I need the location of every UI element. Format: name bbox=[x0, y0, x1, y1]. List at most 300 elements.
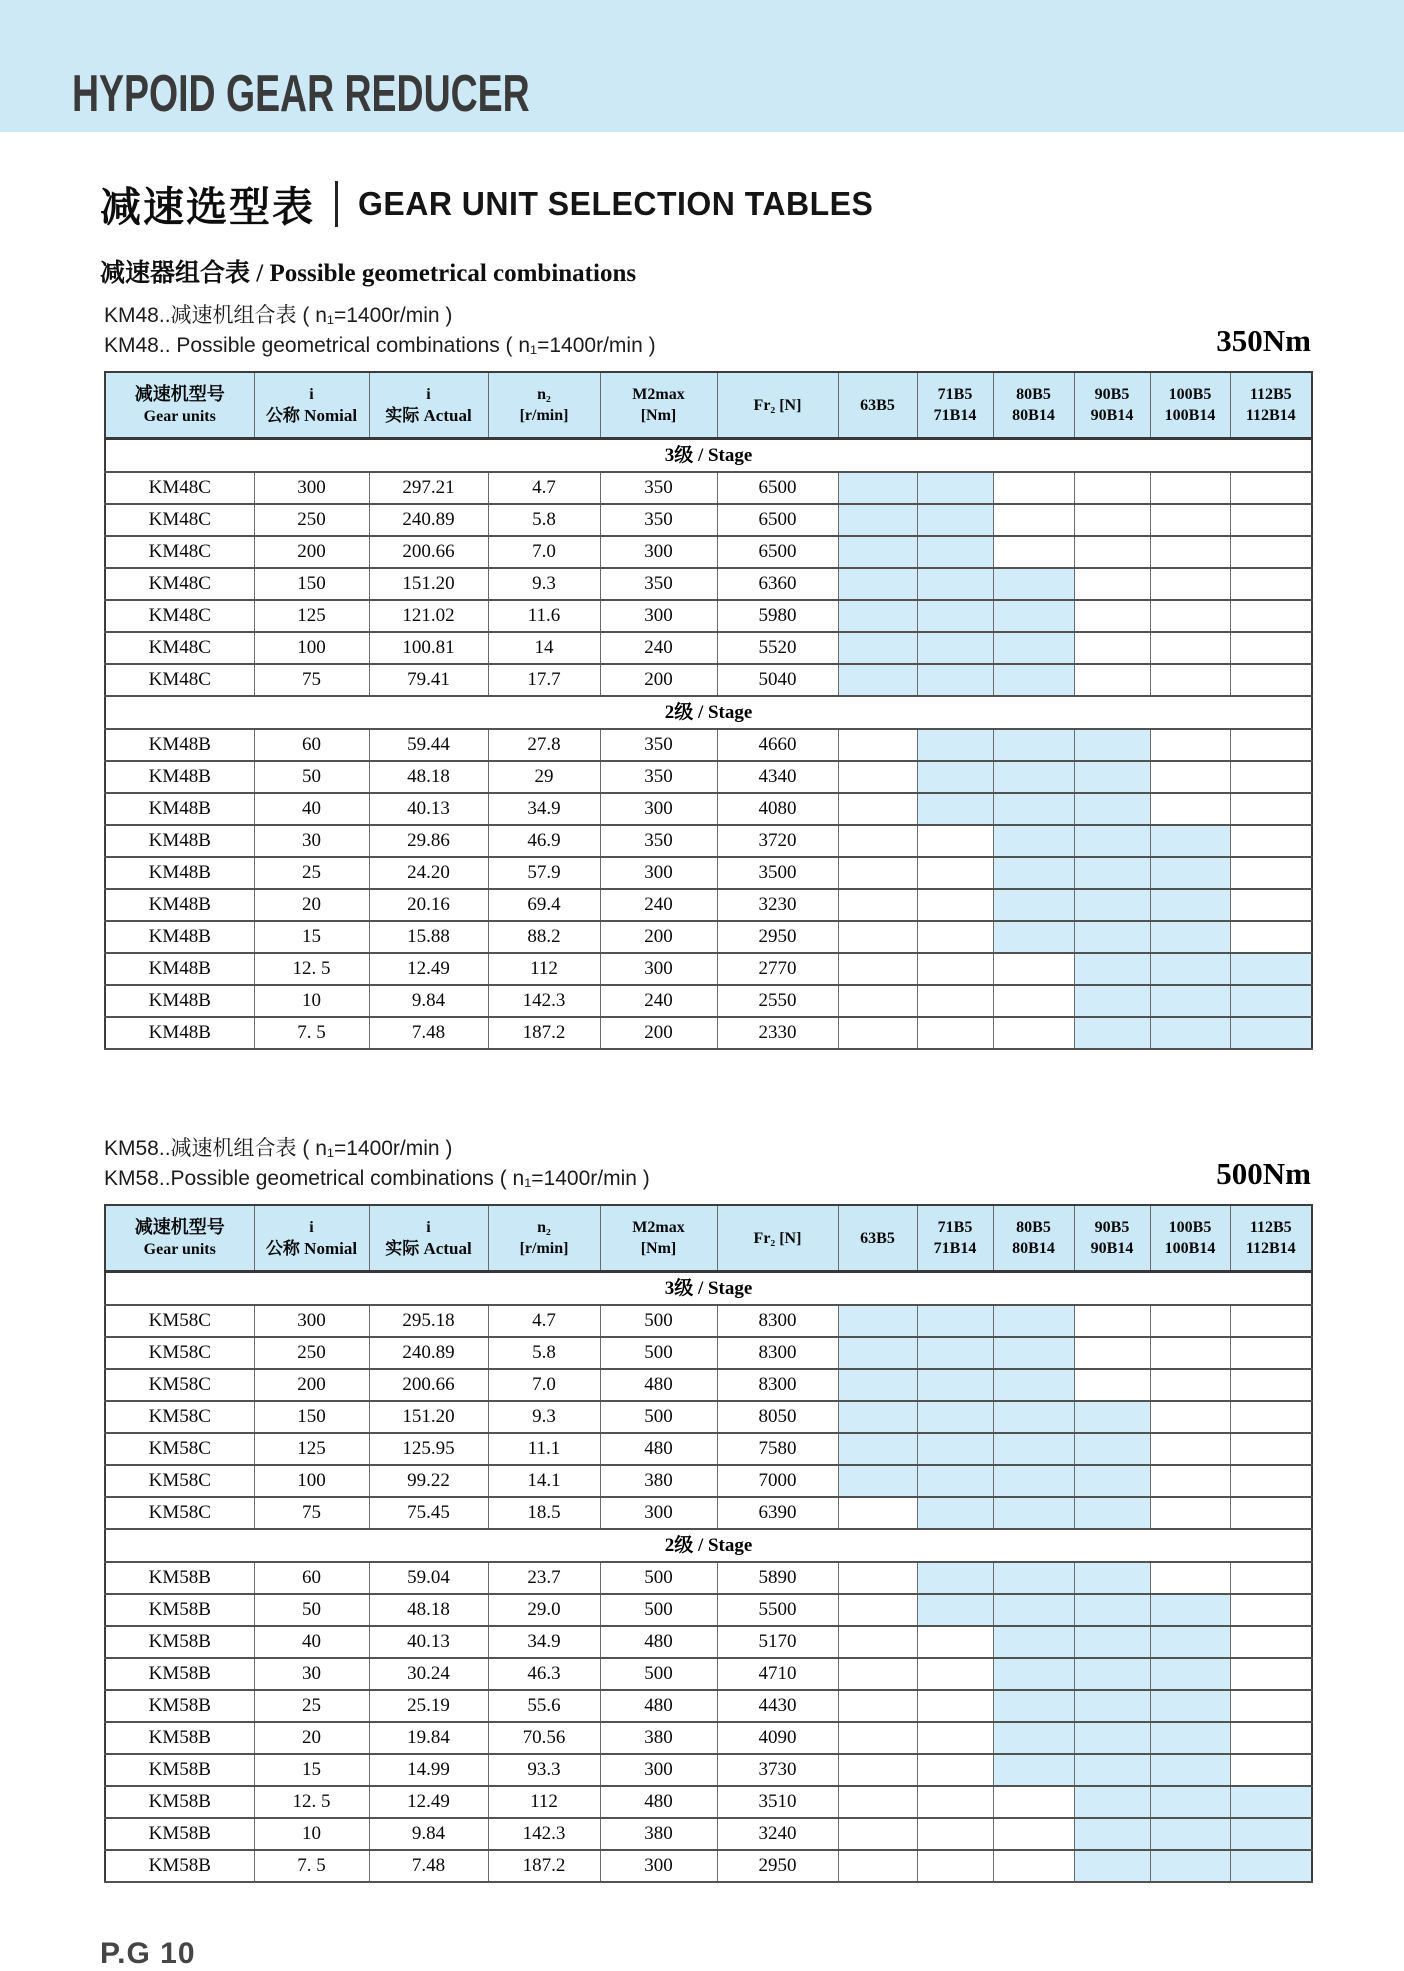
combination-cell-motor-80 bbox=[993, 1497, 1074, 1529]
header-line: Fr₂ [N] bbox=[753, 1229, 802, 1247]
cell-n2: 34.9 bbox=[488, 1626, 600, 1658]
cell-actual: 151.20 bbox=[369, 568, 488, 600]
combination-cell-motor-71 bbox=[917, 1562, 993, 1594]
col-header-motor-100 bbox=[1150, 1205, 1230, 1272]
stage-label-cell bbox=[105, 439, 1312, 473]
cell-nominal: 300 bbox=[254, 1305, 369, 1337]
table-head bbox=[105, 1205, 1312, 1272]
cell-m2max: 300 bbox=[600, 1850, 717, 1882]
cell-nominal: 250 bbox=[254, 504, 369, 536]
stage-label-cell bbox=[105, 1529, 1312, 1562]
cell-actual: 295.18 bbox=[369, 1305, 488, 1337]
combination-cell-motor-80 bbox=[993, 1754, 1074, 1786]
cell-nominal: 200 bbox=[254, 1369, 369, 1401]
combination-cell-motor-112 bbox=[1230, 1465, 1312, 1497]
combination-cell-motor-80 bbox=[993, 1305, 1074, 1337]
cell-m2max: 500 bbox=[600, 1562, 717, 1594]
cell-fr2: 6500 bbox=[717, 536, 838, 568]
cell-m2max: 350 bbox=[600, 761, 717, 793]
combination-cell-motor-63 bbox=[838, 1497, 917, 1529]
combination-cell-motor-112 bbox=[1230, 825, 1312, 857]
cell-n2: 7.0 bbox=[488, 1369, 600, 1401]
cell-nominal: 12. 5 bbox=[254, 953, 369, 985]
table-row bbox=[105, 664, 1312, 696]
cell-n2: 112 bbox=[488, 1786, 600, 1818]
cell-actual: 75.45 bbox=[369, 1497, 488, 1529]
header-line: n₂ bbox=[537, 386, 551, 403]
combination-cell-motor-90 bbox=[1074, 1305, 1150, 1337]
combination-cell-motor-100 bbox=[1150, 1786, 1230, 1818]
cell-n2: 112 bbox=[488, 953, 600, 985]
col-header-motor-71 bbox=[917, 372, 993, 439]
cell-n2: 11.1 bbox=[488, 1433, 600, 1465]
combination-cell-motor-90 bbox=[1074, 1433, 1150, 1465]
cell-nominal: 30 bbox=[254, 825, 369, 857]
combination-cell-motor-71 bbox=[917, 985, 993, 1017]
table-captions bbox=[104, 1134, 650, 1194]
cell-fr2: 7000 bbox=[717, 1465, 838, 1497]
col-header-m2max bbox=[600, 372, 717, 439]
combination-cell-motor-90 bbox=[1074, 729, 1150, 761]
cell-actual: 20.16 bbox=[369, 889, 488, 921]
header-line: 100B5 bbox=[1168, 1219, 1212, 1236]
cell-unit: KM58C bbox=[105, 1369, 254, 1401]
table-row bbox=[105, 568, 1312, 600]
cell-nominal: 25 bbox=[254, 857, 369, 889]
combination-cell-motor-90 bbox=[1074, 1497, 1150, 1529]
cell-unit: KM58C bbox=[105, 1337, 254, 1369]
combination-cell-motor-100 bbox=[1150, 761, 1230, 793]
cell-unit: KM58B bbox=[105, 1626, 254, 1658]
table-row bbox=[105, 632, 1312, 664]
cell-fr2: 4430 bbox=[717, 1690, 838, 1722]
table-caption-en: KM48.. Possible geometrical combinations ( n₁=1400r/min ) bbox=[104, 334, 656, 357]
combination-cell-motor-90 bbox=[1074, 921, 1150, 953]
header-line: n₂ bbox=[537, 1219, 551, 1236]
cell-actual: 19.84 bbox=[369, 1722, 488, 1754]
combination-cell-motor-80 bbox=[993, 729, 1074, 761]
table-row bbox=[105, 1594, 1312, 1626]
cell-fr2: 7580 bbox=[717, 1433, 838, 1465]
cell-unit: KM48B bbox=[105, 793, 254, 825]
combination-cell-motor-63 bbox=[838, 1690, 917, 1722]
combination-cell-motor-100 bbox=[1150, 664, 1230, 696]
cell-actual: 121.02 bbox=[369, 600, 488, 632]
cell-n2: 57.9 bbox=[488, 857, 600, 889]
cell-n2: 46.9 bbox=[488, 825, 600, 857]
combination-cell-motor-100 bbox=[1150, 600, 1230, 632]
cell-m2max: 240 bbox=[600, 632, 717, 664]
combination-cell-motor-112 bbox=[1230, 1337, 1312, 1369]
combination-cell-motor-80 bbox=[993, 1465, 1074, 1497]
combination-cell-motor-63 bbox=[838, 1626, 917, 1658]
cell-m2max: 300 bbox=[600, 793, 717, 825]
cell-unit: KM58C bbox=[105, 1497, 254, 1529]
combination-cell-motor-63 bbox=[838, 568, 917, 600]
cell-unit: KM58B bbox=[105, 1786, 254, 1818]
table-row bbox=[105, 953, 1312, 985]
cell-nominal: 60 bbox=[254, 729, 369, 761]
combination-cell-motor-112 bbox=[1230, 1626, 1312, 1658]
cell-m2max: 240 bbox=[600, 889, 717, 921]
cell-n2: 34.9 bbox=[488, 793, 600, 825]
combination-cell-motor-100 bbox=[1150, 1017, 1230, 1049]
col-header-motor-63 bbox=[838, 1205, 917, 1272]
table-row bbox=[105, 1754, 1312, 1786]
table-body bbox=[105, 1272, 1312, 1883]
combination-cell-motor-71 bbox=[917, 504, 993, 536]
cell-actual: 48.18 bbox=[369, 1594, 488, 1626]
cell-nominal: 150 bbox=[254, 1401, 369, 1433]
cell-unit: KM58B bbox=[105, 1754, 254, 1786]
table-row bbox=[105, 1369, 1312, 1401]
table-row bbox=[105, 1401, 1312, 1433]
combination-cell-motor-63 bbox=[838, 1337, 917, 1369]
combination-cell-motor-63 bbox=[838, 921, 917, 953]
combination-cell-motor-63 bbox=[838, 1305, 917, 1337]
combination-cell-motor-90 bbox=[1074, 825, 1150, 857]
cell-n2: 14.1 bbox=[488, 1465, 600, 1497]
table-row bbox=[105, 1850, 1312, 1882]
cell-nominal: 7. 5 bbox=[254, 1850, 369, 1882]
combination-cell-motor-71 bbox=[917, 1754, 993, 1786]
cell-m2max: 500 bbox=[600, 1401, 717, 1433]
cell-nominal: 30 bbox=[254, 1658, 369, 1690]
combination-cell-motor-90 bbox=[1074, 793, 1150, 825]
header-line: 90B5 bbox=[1094, 386, 1130, 403]
cell-actual: 9.84 bbox=[369, 985, 488, 1017]
combination-cell-motor-112 bbox=[1230, 632, 1312, 664]
table-caption-zh: KM48..减速机组合表 ( n₁=1400r/min ) bbox=[104, 304, 453, 327]
table-row bbox=[105, 729, 1312, 761]
table-head bbox=[105, 372, 1312, 439]
header-line: 公称 Nomial bbox=[265, 405, 358, 425]
combination-cell-motor-80 bbox=[993, 985, 1074, 1017]
combination-cell-motor-112 bbox=[1230, 1562, 1312, 1594]
cell-fr2: 4710 bbox=[717, 1658, 838, 1690]
cell-n2: 88.2 bbox=[488, 921, 600, 953]
page-title-en: GEAR UNIT SELECTION TABLES bbox=[358, 184, 874, 222]
cell-nominal: 40 bbox=[254, 1626, 369, 1658]
combination-cell-motor-100 bbox=[1150, 504, 1230, 536]
cell-unit: KM58B bbox=[105, 1562, 254, 1594]
combination-cell-motor-63 bbox=[838, 953, 917, 985]
combination-cell-motor-80 bbox=[993, 600, 1074, 632]
combination-cell-motor-80 bbox=[993, 953, 1074, 985]
combination-cell-motor-71 bbox=[917, 729, 993, 761]
cell-unit: KM58C bbox=[105, 1401, 254, 1433]
combination-cell-motor-63 bbox=[838, 1433, 917, 1465]
header-line: [Nm] bbox=[640, 407, 677, 424]
cell-unit: KM48B bbox=[105, 857, 254, 889]
combination-cell-motor-80 bbox=[993, 1369, 1074, 1401]
combination-cell-motor-80 bbox=[993, 1722, 1074, 1754]
table-row bbox=[105, 1017, 1312, 1049]
cell-nominal: 60 bbox=[254, 1562, 369, 1594]
table-row bbox=[105, 472, 1312, 504]
cell-m2max: 350 bbox=[600, 825, 717, 857]
combination-cell-motor-112 bbox=[1230, 600, 1312, 632]
col-header-m2max bbox=[600, 1205, 717, 1272]
combination-cell-motor-90 bbox=[1074, 600, 1150, 632]
col-header-ratio-actual bbox=[369, 1205, 488, 1272]
cell-unit: KM48B bbox=[105, 825, 254, 857]
combination-cell-motor-112 bbox=[1230, 1754, 1312, 1786]
combination-cell-motor-112 bbox=[1230, 1497, 1312, 1529]
cell-n2: 9.3 bbox=[488, 1401, 600, 1433]
combination-cell-motor-112 bbox=[1230, 889, 1312, 921]
col-header-fr2 bbox=[717, 372, 838, 439]
cell-unit: KM48C bbox=[105, 568, 254, 600]
stage-label-text: 2级 / Stage bbox=[664, 1535, 753, 1556]
stage-label-row bbox=[105, 1272, 1312, 1306]
cell-fr2: 3730 bbox=[717, 1754, 838, 1786]
combination-cell-motor-63 bbox=[838, 793, 917, 825]
header-line: M2max bbox=[632, 386, 685, 403]
cell-m2max: 350 bbox=[600, 568, 717, 600]
table-row bbox=[105, 1337, 1312, 1369]
cell-actual: 79.41 bbox=[369, 664, 488, 696]
combination-cell-motor-100 bbox=[1150, 889, 1230, 921]
table-captions bbox=[104, 301, 656, 361]
combination-cell-motor-112 bbox=[1230, 1786, 1312, 1818]
header-line: 100B14 bbox=[1164, 407, 1216, 424]
cell-nominal: 75 bbox=[254, 664, 369, 696]
stage-label-row bbox=[105, 1529, 1312, 1562]
combination-cell-motor-80 bbox=[993, 632, 1074, 664]
cell-n2: 4.7 bbox=[488, 472, 600, 504]
cell-n2: 69.4 bbox=[488, 889, 600, 921]
header-line: 71B5 bbox=[937, 1219, 973, 1236]
combination-cell-motor-71 bbox=[917, 1401, 993, 1433]
col-header-motor-80 bbox=[993, 372, 1074, 439]
combination-cell-motor-71 bbox=[917, 1433, 993, 1465]
col-header-gear-units bbox=[105, 1205, 254, 1272]
combination-cell-motor-63 bbox=[838, 1818, 917, 1850]
section-subtitle-zh: 减速器组合表 bbox=[100, 259, 251, 287]
combination-cell-motor-71 bbox=[917, 793, 993, 825]
cell-actual: 48.18 bbox=[369, 761, 488, 793]
cell-fr2: 5170 bbox=[717, 1626, 838, 1658]
header-line: i bbox=[309, 1218, 314, 1236]
cell-m2max: 200 bbox=[600, 921, 717, 953]
combination-cell-motor-71 bbox=[917, 1722, 993, 1754]
cell-n2: 9.3 bbox=[488, 568, 600, 600]
cell-unit: KM58B bbox=[105, 1818, 254, 1850]
cell-nominal: 10 bbox=[254, 1818, 369, 1850]
cell-unit: KM48B bbox=[105, 1017, 254, 1049]
cell-n2: 11.6 bbox=[488, 600, 600, 632]
cell-unit: KM48B bbox=[105, 729, 254, 761]
table-row bbox=[105, 1497, 1312, 1529]
header-line: 100B14 bbox=[1164, 1240, 1216, 1257]
cell-fr2: 3240 bbox=[717, 1818, 838, 1850]
combination-cell-motor-90 bbox=[1074, 1465, 1150, 1497]
cell-unit: KM58B bbox=[105, 1594, 254, 1626]
combination-cell-motor-80 bbox=[993, 504, 1074, 536]
table-row bbox=[105, 1465, 1312, 1497]
page-title-zh: 减速选型表 bbox=[100, 184, 315, 230]
combination-cell-motor-80 bbox=[993, 472, 1074, 504]
cell-m2max: 500 bbox=[600, 1658, 717, 1690]
cell-actual: 99.22 bbox=[369, 1465, 488, 1497]
cell-nominal: 75 bbox=[254, 1497, 369, 1529]
combination-cell-motor-90 bbox=[1074, 1850, 1150, 1882]
combination-cell-motor-100 bbox=[1150, 1818, 1230, 1850]
combination-cell-motor-112 bbox=[1230, 1722, 1312, 1754]
torque-rating: 350Nm bbox=[1216, 323, 1311, 358]
combination-cell-motor-100 bbox=[1150, 729, 1230, 761]
cell-actual: 151.20 bbox=[369, 1401, 488, 1433]
cell-m2max: 480 bbox=[600, 1690, 717, 1722]
combination-cell-motor-90 bbox=[1074, 504, 1150, 536]
cell-nominal: 150 bbox=[254, 568, 369, 600]
combination-cell-motor-90 bbox=[1074, 1658, 1150, 1690]
combination-cell-motor-112 bbox=[1230, 1658, 1312, 1690]
combination-cell-motor-90 bbox=[1074, 953, 1150, 985]
combination-cell-motor-90 bbox=[1074, 889, 1150, 921]
combination-cell-motor-112 bbox=[1230, 472, 1312, 504]
header-line: 80B5 bbox=[1016, 386, 1051, 403]
combination-cell-motor-80 bbox=[993, 921, 1074, 953]
cell-m2max: 300 bbox=[600, 536, 717, 568]
combination-cell-motor-71 bbox=[917, 1658, 993, 1690]
selection-table bbox=[104, 1204, 1313, 1883]
cell-fr2: 3510 bbox=[717, 1786, 838, 1818]
cell-m2max: 350 bbox=[600, 504, 717, 536]
cell-m2max: 300 bbox=[600, 953, 717, 985]
cell-fr2: 4340 bbox=[717, 761, 838, 793]
combination-cell-motor-63 bbox=[838, 857, 917, 889]
combination-cell-motor-80 bbox=[993, 664, 1074, 696]
col-header-ratio-nominal bbox=[254, 372, 369, 439]
table-section bbox=[104, 301, 1311, 1050]
cell-unit: KM48C bbox=[105, 600, 254, 632]
combination-cell-motor-112 bbox=[1230, 568, 1312, 600]
table-row bbox=[105, 536, 1312, 568]
col-header-fr2 bbox=[717, 1205, 838, 1272]
header-line: 71B14 bbox=[933, 1240, 977, 1257]
combination-cell-motor-100 bbox=[1150, 825, 1230, 857]
table-row bbox=[105, 825, 1312, 857]
combination-cell-motor-71 bbox=[917, 1850, 993, 1882]
cell-unit: KM48C bbox=[105, 632, 254, 664]
combination-cell-motor-71 bbox=[917, 1497, 993, 1529]
cell-fr2: 4080 bbox=[717, 793, 838, 825]
cell-m2max: 200 bbox=[600, 1017, 717, 1049]
table-row bbox=[105, 1786, 1312, 1818]
stage-label-cell bbox=[105, 696, 1312, 729]
header-line: Gear units bbox=[143, 408, 216, 425]
combination-cell-motor-80 bbox=[993, 889, 1074, 921]
combination-cell-motor-80 bbox=[993, 536, 1074, 568]
cell-nominal: 15 bbox=[254, 921, 369, 953]
header-line: 公称 Nomial bbox=[265, 1238, 358, 1258]
cell-actual: 24.20 bbox=[369, 857, 488, 889]
combination-cell-motor-112 bbox=[1230, 793, 1312, 825]
combination-cell-motor-71 bbox=[917, 1626, 993, 1658]
combination-cell-motor-90 bbox=[1074, 536, 1150, 568]
header-line: 实际 Actual bbox=[385, 405, 472, 425]
cell-actual: 240.89 bbox=[369, 504, 488, 536]
table-caption-row bbox=[104, 301, 1311, 361]
cell-nominal: 7. 5 bbox=[254, 1017, 369, 1049]
combination-cell-motor-112 bbox=[1230, 1850, 1312, 1882]
header-line: [r/min] bbox=[519, 1240, 569, 1257]
cell-n2: 17.7 bbox=[488, 664, 600, 696]
table-row bbox=[105, 1722, 1312, 1754]
header-line: i bbox=[426, 1218, 431, 1236]
header-line: [Nm] bbox=[640, 1240, 677, 1257]
combination-cell-motor-100 bbox=[1150, 1562, 1230, 1594]
cell-m2max: 480 bbox=[600, 1369, 717, 1401]
col-header-motor-112 bbox=[1230, 1205, 1312, 1272]
combination-cell-motor-100 bbox=[1150, 632, 1230, 664]
combination-cell-motor-112 bbox=[1230, 1401, 1312, 1433]
table-row bbox=[105, 1818, 1312, 1850]
table-row bbox=[105, 1626, 1312, 1658]
cell-nominal: 50 bbox=[254, 761, 369, 793]
cell-n2: 4.7 bbox=[488, 1305, 600, 1337]
cell-m2max: 300 bbox=[600, 1497, 717, 1529]
combination-cell-motor-100 bbox=[1150, 857, 1230, 889]
cell-fr2: 6500 bbox=[717, 504, 838, 536]
table-row bbox=[105, 1690, 1312, 1722]
combination-cell-motor-100 bbox=[1150, 1754, 1230, 1786]
cell-actual: 30.24 bbox=[369, 1658, 488, 1690]
top-banner bbox=[0, 0, 1404, 132]
cell-nominal: 100 bbox=[254, 1465, 369, 1497]
combination-cell-motor-100 bbox=[1150, 1850, 1230, 1882]
table-section bbox=[104, 1134, 1311, 1883]
table-caption-en: KM58..Possible geometrical combinations ( n₁=1400r/min ) bbox=[104, 1167, 650, 1190]
cell-m2max: 380 bbox=[600, 1818, 717, 1850]
col-header-gear-units bbox=[105, 372, 254, 439]
cell-unit: KM58B bbox=[105, 1658, 254, 1690]
col-header-motor-63 bbox=[838, 372, 917, 439]
cell-unit: KM48B bbox=[105, 761, 254, 793]
header-line: Fr₂ [N] bbox=[753, 396, 802, 414]
combination-cell-motor-63 bbox=[838, 729, 917, 761]
cell-unit: KM48C bbox=[105, 472, 254, 504]
table-body bbox=[105, 439, 1312, 1050]
combination-cell-motor-112 bbox=[1230, 953, 1312, 985]
cell-fr2: 6390 bbox=[717, 1497, 838, 1529]
cell-unit: KM48C bbox=[105, 536, 254, 568]
combination-cell-motor-112 bbox=[1230, 729, 1312, 761]
torque-rating: 500Nm bbox=[1216, 1156, 1311, 1191]
cell-unit: KM58B bbox=[105, 1850, 254, 1882]
header-line: 90B14 bbox=[1090, 407, 1134, 424]
combination-cell-motor-71 bbox=[917, 568, 993, 600]
cell-nominal: 125 bbox=[254, 1433, 369, 1465]
cell-n2: 70.56 bbox=[488, 1722, 600, 1754]
combination-cell-motor-63 bbox=[838, 1401, 917, 1433]
combination-cell-motor-100 bbox=[1150, 568, 1230, 600]
table-row bbox=[105, 889, 1312, 921]
col-header-motor-100 bbox=[1150, 372, 1230, 439]
combination-cell-motor-63 bbox=[838, 600, 917, 632]
cell-fr2: 6500 bbox=[717, 472, 838, 504]
cell-unit: KM58C bbox=[105, 1305, 254, 1337]
combination-cell-motor-100 bbox=[1150, 1401, 1230, 1433]
combination-cell-motor-112 bbox=[1230, 1017, 1312, 1049]
combination-cell-motor-71 bbox=[917, 1690, 993, 1722]
header-line: 80B5 bbox=[1016, 1219, 1051, 1236]
combination-cell-motor-71 bbox=[917, 472, 993, 504]
col-header-ratio-nominal bbox=[254, 1205, 369, 1272]
cell-actual: 7.48 bbox=[369, 1850, 488, 1882]
